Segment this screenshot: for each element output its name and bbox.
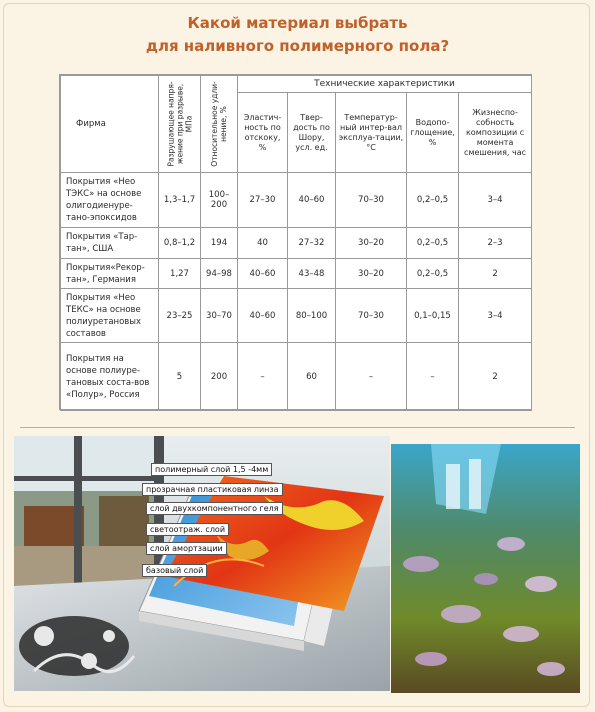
layer-label-gel: слой двухкомпонентного геля [146, 502, 283, 515]
floor-layers-illustration [14, 436, 390, 691]
cell-water: 0,2–0,5 [407, 173, 459, 228]
table-row [61, 259, 532, 289]
header-hardness: Твер-дость по Шору, усл. ед. [288, 93, 336, 173]
layer-label-damping: слой амортзации [146, 542, 227, 555]
floor-photo-art [391, 444, 580, 693]
table-row [61, 228, 532, 259]
cell-elasticity: 27–30 [238, 173, 288, 228]
header-pot-life: Жизнеспо-собность композиции с момента смешения, час [459, 93, 532, 173]
cell-water: 0,2–0,5 [407, 228, 459, 259]
table-row [61, 289, 532, 343]
cell-water: – [407, 343, 459, 411]
cell-elongation: 94–98 [201, 259, 238, 289]
cell-pot-life: 2 [459, 259, 532, 289]
layer-label-base: базовый слой [142, 564, 207, 577]
materials-table [59, 74, 532, 410]
cell-firm: Покрытия«Рекор-тан», Германия [61, 259, 159, 289]
cell-temperature: 70–30 [336, 289, 407, 343]
header-strength-label: Разрушающее напря-жение при разрыве, МПа [166, 81, 193, 167]
layer-label-lens: прозрачная пластиковая линза [142, 483, 283, 496]
cell-elongation: 194 [201, 228, 238, 259]
cell-pot-life: 3–4 [459, 173, 532, 228]
cell-firm: Покрытия на основе полиуре-тановых соста-вов «Полур», Россия [61, 343, 159, 411]
cell-water: 0,2–0,5 [407, 259, 459, 289]
layer-label-reflective: светоотраж. слой [146, 523, 229, 536]
cell-elongation: 100–200 [201, 173, 238, 228]
cell-strength: 0,8–1,2 [159, 228, 201, 259]
cell-hardness: 40–60 [288, 173, 336, 228]
cell-water: 0,1–0,15 [407, 289, 459, 343]
table-row [61, 343, 532, 411]
header-tech-group: Технические характеристики [238, 76, 532, 93]
layer-label-polymer: полимерный слой 1,5 -4мм [151, 463, 272, 476]
section-divider [20, 427, 575, 428]
cell-hardness: 80–100 [288, 289, 336, 343]
header-water: Водопо-глощение, % [407, 93, 459, 173]
header-elongation-label: Относительное удли-нение, % [210, 81, 228, 167]
header-temperature: Температур-ный интер-вал эксплуа-тации, °С [336, 93, 407, 173]
cell-pot-life: 2–3 [459, 228, 532, 259]
cell-hardness: 43–48 [288, 259, 336, 289]
header-firm [61, 76, 159, 173]
table-row [61, 173, 532, 228]
cell-elongation: 30–70 [201, 289, 238, 343]
header-elongation [201, 76, 238, 173]
page-title [0, 12, 595, 58]
cell-strength: 23–25 [159, 289, 201, 343]
cell-elasticity: 40 [238, 228, 288, 259]
header-firm-label: Фирма [76, 119, 106, 129]
cell-firm: Покрытия «Нео ТЭКС» на основе олигодиенуре-тано-эпоксидов [61, 173, 159, 228]
cell-pot-life: 2 [459, 343, 532, 411]
header-strength [159, 76, 201, 173]
cell-temperature: – [336, 343, 407, 411]
cell-strength: 5 [159, 343, 201, 411]
cell-firm: Покрытия «Тар-тан», США [61, 228, 159, 259]
cell-firm: Покрытия «Нео ТЕКС» на основе полиуретановых составов [61, 289, 159, 343]
cell-hardness: 60 [288, 343, 336, 411]
cell-strength: 1,3–1,7 [159, 173, 201, 228]
cell-elasticity: – [238, 343, 288, 411]
cell-elasticity: 40–60 [238, 289, 288, 343]
header-elasticity: Эластич-ность по отскоку, % [238, 93, 288, 173]
cell-elongation: 200 [201, 343, 238, 411]
floor-photo [391, 444, 580, 693]
cell-pot-life: 3–4 [459, 289, 532, 343]
cell-temperature: 30–20 [336, 259, 407, 289]
cell-elasticity: 40–60 [238, 259, 288, 289]
cell-temperature: 70–30 [336, 173, 407, 228]
cell-strength: 1,27 [159, 259, 201, 289]
title-line-1: Какой материал выбрать [187, 14, 408, 32]
cell-hardness: 27–32 [288, 228, 336, 259]
title-line-2: для наливного полимерного пола? [145, 37, 450, 55]
cell-temperature: 30–20 [336, 228, 407, 259]
